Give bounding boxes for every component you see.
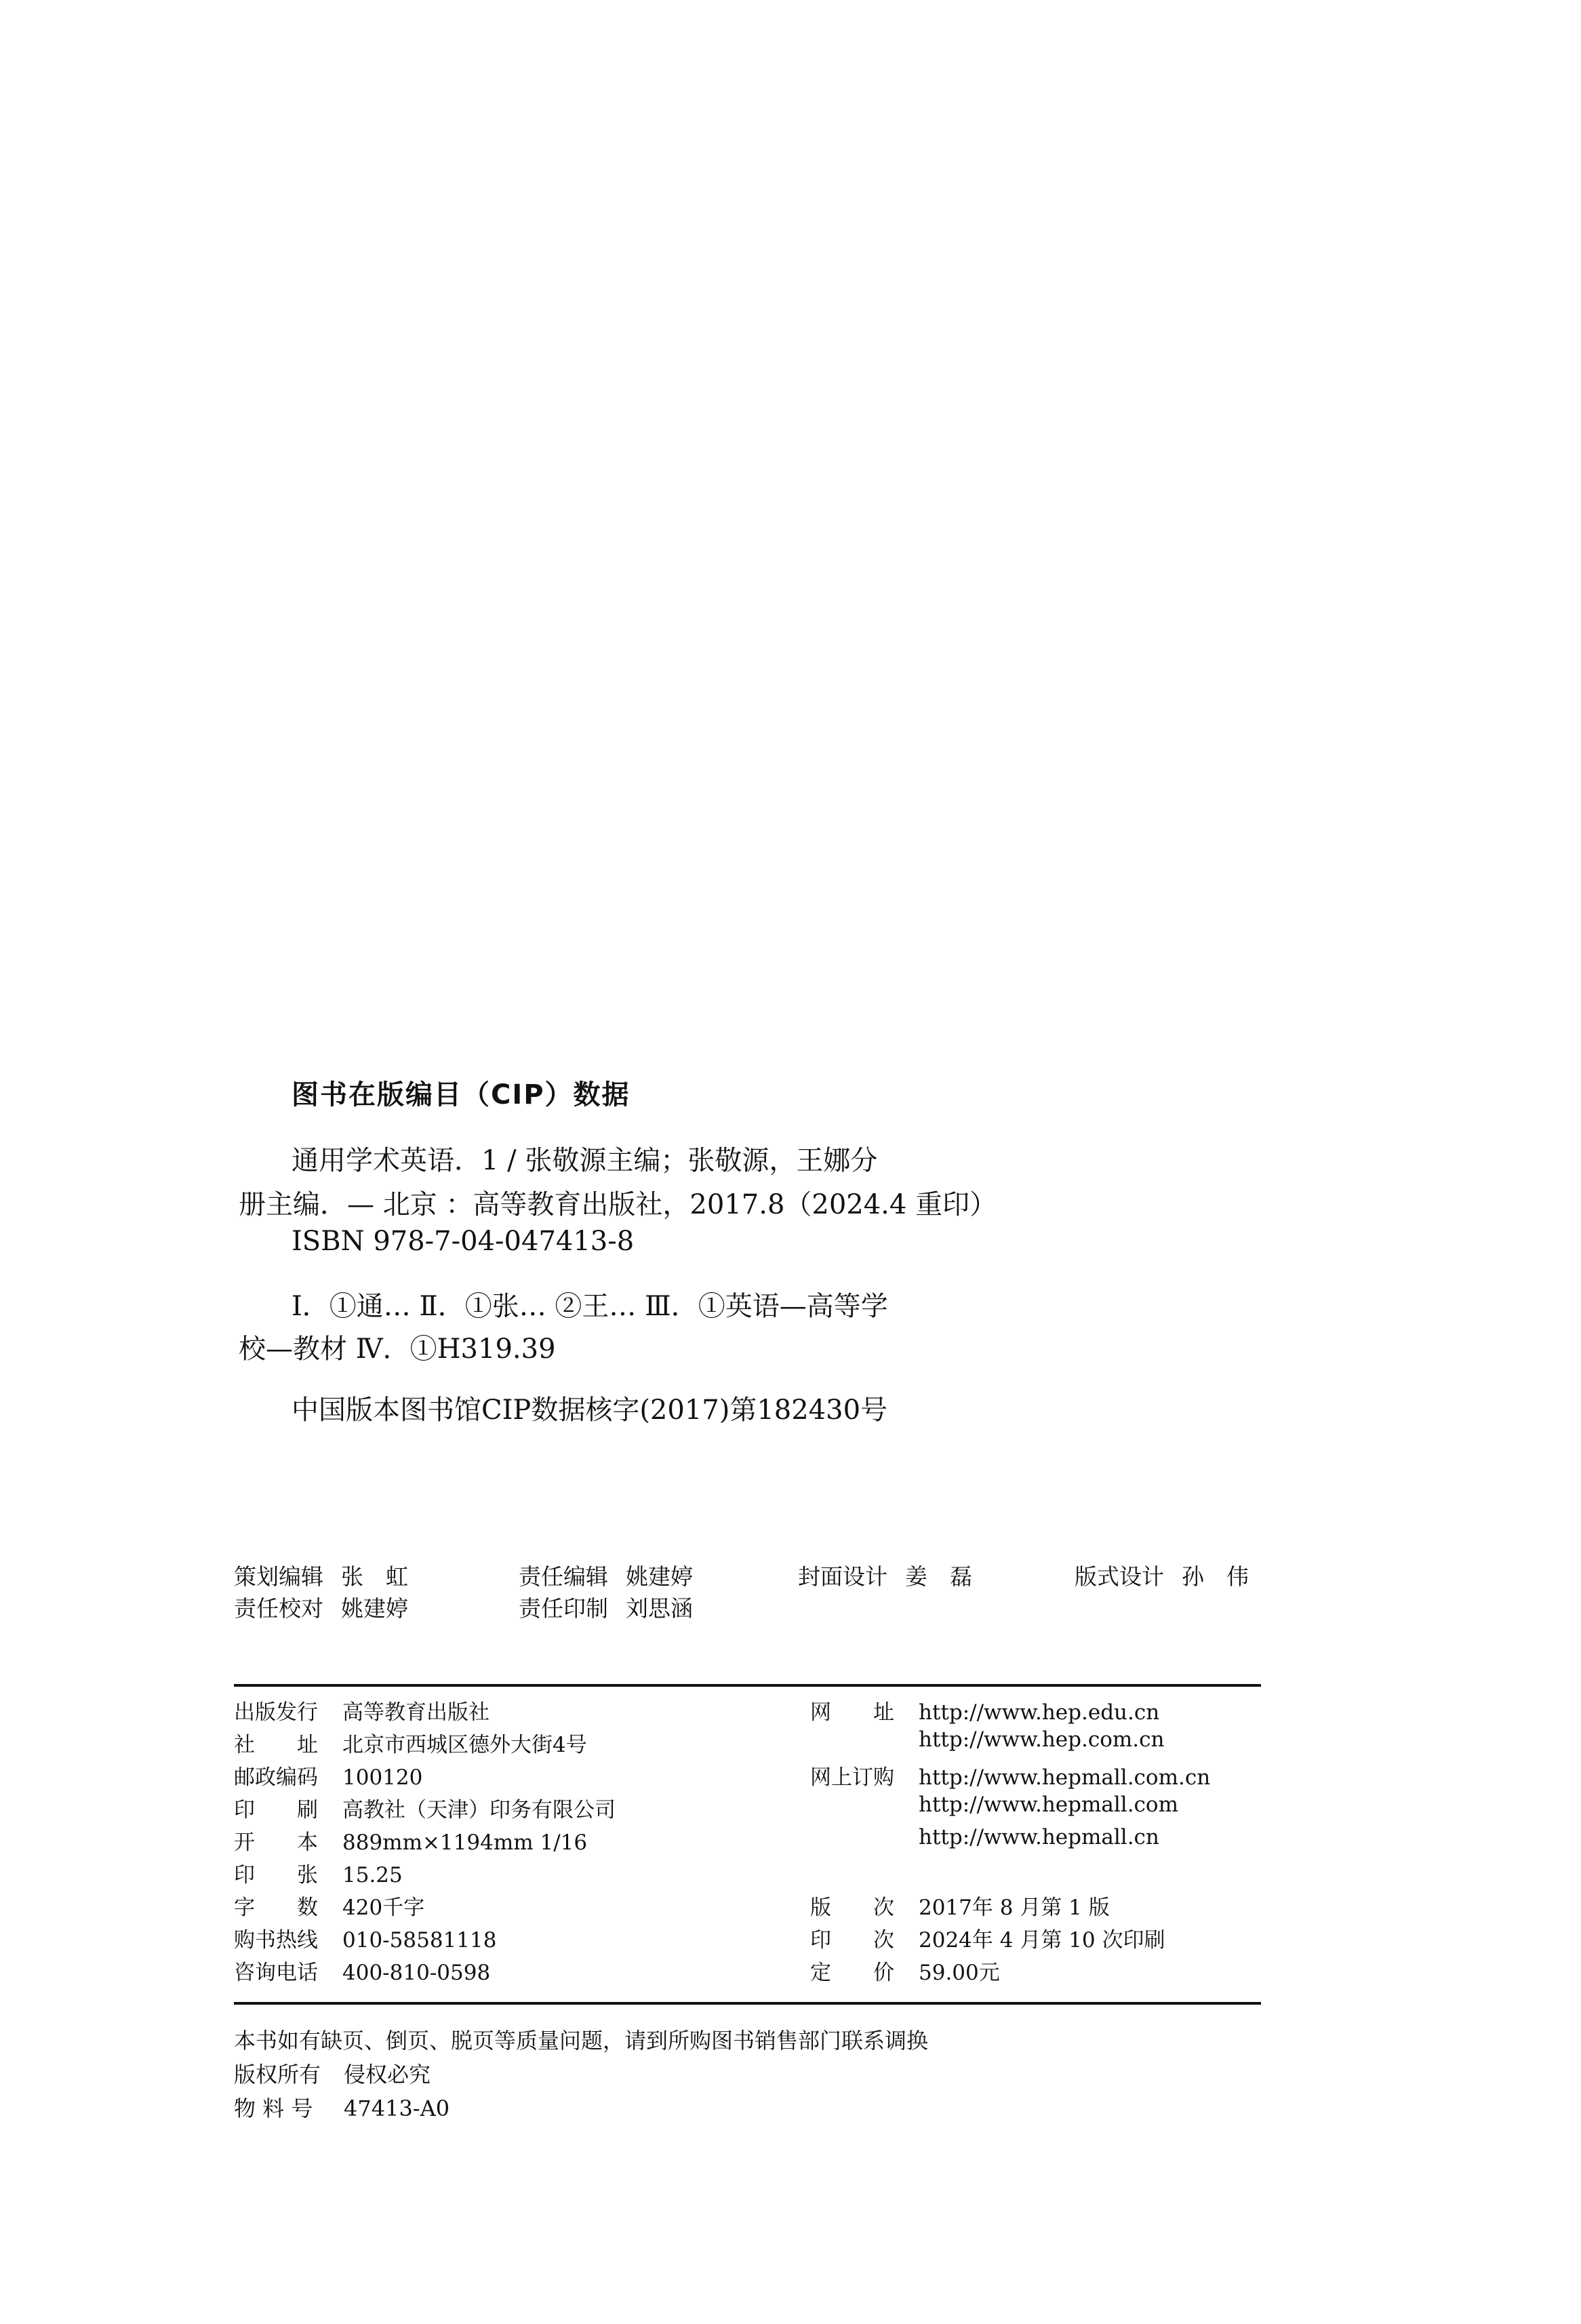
pub-label: 印 张: [234, 1863, 318, 1887]
copyright-label: 版权所有: [234, 2062, 321, 2087]
copyright-line: [234, 2058, 431, 2089]
cip-line-6: 中国版本图书馆CIP数据核字(2017)第182430号: [292, 1395, 888, 1426]
material-label: 物 料 号: [234, 2096, 313, 2121]
credit-label: 封面设计: [798, 1563, 887, 1590]
pub-label: 咨询电话: [234, 1961, 318, 1985]
pub-row-price: [810, 1955, 1000, 1986]
pub-label: 印 次: [810, 1928, 894, 1952]
credit-layout-design: [1075, 1559, 1249, 1591]
pub-label: 购书热线: [234, 1928, 318, 1952]
pub-row-online-order: [810, 1760, 1210, 1790]
cip-line-1: 通用学术英语．1 / 张敬源主编；张敬源，王娜分: [292, 1145, 878, 1176]
pub-value: 420千字: [342, 1896, 425, 1920]
credit-label: 版式设计: [1075, 1563, 1164, 1590]
top-rule: [234, 1684, 1261, 1687]
pub-label: 网 址: [810, 1700, 894, 1725]
credit-value: 刘思涵: [626, 1595, 693, 1622]
credit-value: 姚建婷: [626, 1563, 693, 1590]
pub-row-online-order-3: [810, 1825, 1159, 1849]
credit-cover-design: [798, 1559, 972, 1591]
pub-row-publisher: [234, 1695, 489, 1725]
pub-label: 网上订购: [810, 1765, 894, 1790]
pub-row-wordcount: [234, 1890, 424, 1921]
credit-proofreader: [234, 1591, 408, 1623]
pub-label: 出版发行: [234, 1700, 318, 1725]
cip-line-3: ISBN 978-7-04-047413-8: [292, 1226, 635, 1257]
bottom-rule: [234, 2002, 1261, 2005]
pub-value[interactable]: http://www.hepmall.com.cn: [919, 1765, 1211, 1790]
pub-row-sheets: [234, 1858, 403, 1888]
pub-value[interactable]: http://www.hepmall.cn: [919, 1825, 1159, 1849]
publication-table: [234, 1695, 1261, 1986]
pub-label: 定 价: [810, 1961, 894, 1985]
cip-title: 图书在版编目（CIP）数据: [292, 1079, 631, 1110]
pub-value: 高教社（天津）印务有限公司: [342, 1798, 616, 1822]
pub-value[interactable]: http://www.hep.com.cn: [919, 1727, 1165, 1752]
pub-row-postcode: [234, 1760, 422, 1790]
pub-value: 100120: [342, 1765, 423, 1790]
cip-line-2: 册主编．— 北京 ：高等教育出版社，2017.8（2024.4 重印）: [239, 1189, 997, 1220]
pub-label: 开 本: [234, 1830, 318, 1855]
pub-value: 010-58581118: [342, 1928, 497, 1952]
pub-row-address: [234, 1727, 587, 1758]
credit-printing-manager: [519, 1591, 693, 1623]
material-value: 47413-A0: [344, 2096, 450, 2121]
credit-label: 策划编辑: [234, 1563, 323, 1590]
pub-value[interactable]: http://www.hepmall.com: [919, 1792, 1178, 1817]
pub-value[interactable]: http://www.hep.edu.cn: [919, 1700, 1160, 1725]
pub-label: 社 址: [234, 1733, 318, 1757]
credit-label: 责任编辑: [519, 1563, 608, 1590]
pub-row-edition: [810, 1890, 1110, 1921]
credit-value: 孙 伟: [1182, 1563, 1249, 1590]
pub-value: 15.25: [342, 1863, 403, 1887]
pub-value: 2017年 8 月第 1 版: [919, 1896, 1110, 1920]
cip-line-5: 校—教材 Ⅳ．①H319.39: [239, 1334, 556, 1365]
pub-row-format: [234, 1825, 587, 1856]
pub-value: 59.00元: [919, 1961, 1000, 1985]
pub-label: 版 次: [810, 1896, 894, 1920]
pub-row-website: [810, 1695, 1159, 1725]
pub-row-hotline: [234, 1923, 496, 1953]
pub-value: 889mm×1194mm 1/16: [342, 1830, 588, 1855]
pub-value: 高等教育出版社: [342, 1700, 489, 1725]
pub-label: 字 数: [234, 1896, 318, 1920]
pub-row-website-2: [810, 1727, 1164, 1752]
copyright-value: 侵权必究: [344, 2062, 431, 2087]
pub-label: 邮政编码: [234, 1765, 318, 1790]
credit-planning-editor: [234, 1559, 408, 1591]
pub-value: 400-810-0598: [342, 1961, 491, 1985]
pub-row-printing: [810, 1923, 1165, 1953]
pub-value: 北京市西城区德外大街4号: [342, 1733, 587, 1757]
credit-value: 姜 磊: [905, 1563, 972, 1590]
credit-value: 张 虹: [341, 1563, 408, 1590]
credit-value: 姚建婷: [341, 1595, 408, 1622]
pub-row-online-order-2: [810, 1792, 1178, 1817]
material-number-line: [234, 2091, 449, 2123]
pub-row-inquiry: [234, 1955, 490, 1986]
cip-line-4: Ⅰ．①通… Ⅱ．①张… ②王… Ⅲ．①英语—高等学: [292, 1291, 888, 1322]
quality-notice: 本书如有缺页、倒页、脱页等质量问题，请到所购图书销售部门联系调换: [234, 2028, 929, 2053]
credit-label: 责任校对: [234, 1595, 323, 1622]
pub-value: 2024年 4 月第 10 次印刷: [919, 1928, 1165, 1952]
pub-row-printer: [234, 1792, 616, 1823]
credit-label: 责任印制: [519, 1595, 608, 1622]
pub-label: 印 刷: [234, 1798, 318, 1822]
credit-responsible-editor: [519, 1559, 693, 1591]
